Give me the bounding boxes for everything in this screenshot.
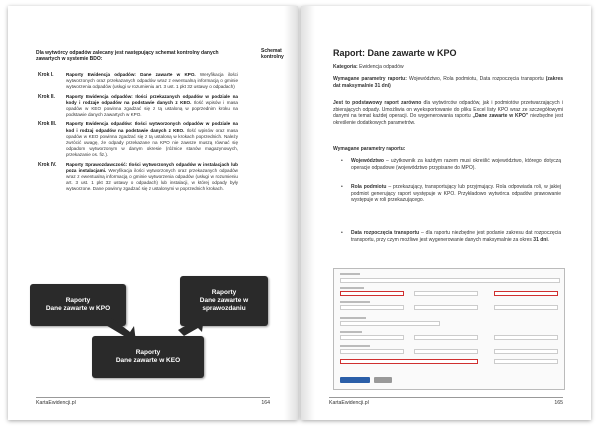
diagram-arrows (8, 6, 298, 420)
step-heading: Raporty Ewidencja odpadów: Dane zawarte w KPO. (66, 72, 196, 77)
right-page (301, 6, 591, 420)
report-form-screenshot (333, 268, 565, 390)
bullet-icon: • (341, 158, 343, 164)
cancel-button (374, 377, 392, 383)
voivodeship-field (340, 291, 404, 296)
params-heading: Wymagane parametry raportu: (333, 146, 406, 152)
page-number: 164 (261, 400, 270, 406)
side-heading: Schemat kontrolny (261, 48, 284, 60)
bullet-item: • Data rozpoczęcia transportu – dla raportu niezbędne jest podanie zakresu dat rozpoczęcia transportu, przy czym możliwe jest wygenerowanie danych maksymalnie za okres 31 dni. (341, 230, 561, 243)
intro-text: Dla wytwórcy odpadów zalecany jest następujący schemat kontrolny danych zawartych w systemie BDO: (36, 50, 219, 63)
bullet-icon: • (341, 184, 343, 190)
page-number: 165 (554, 400, 563, 406)
footer-brand: KartaEwidencji.pl (329, 400, 369, 406)
role-field (494, 291, 558, 296)
arrow-up-right-icon (178, 316, 204, 336)
step-body: Weryfikacja ilości wytworzonych oraz przekazanych odpadów wraz z ewentualną informacją o gminie wytworzenia odpadów (usługi w rozumieniu art. 3 ust. 1 pkt 32 ustawy o odpadach) (66, 72, 238, 90)
arrow-down-right-icon (104, 318, 136, 342)
params-line: Wymagane parametry raportu: Województwo, Rola podmiotu, Data rozpoczęcia transportu (zakres dat maksymalnie 31 dni) (333, 76, 563, 89)
step-body: Weryfikacja ilości wytworzonych oraz przekazanych odpadów wraz z ewentualną informacją o gminie wytworzenia odpadów (usługi w rozumieniu art. 3 ust. 1 pkt 32 ustawy o odpadach) lub instalacji, w której odpady były wytworzone. Dane powinny zgadzać się z ustalonymi w poprzednich krokach. (66, 167, 238, 192)
step-label: Krok I. (38, 72, 54, 78)
step-body: Ilość wpisów oraz masa opadów w KEO powinna zgadzać się z tą ustaloną w krokach poprzednich. Należy zwrócić uwagę, że odpady przekazane na KPO nie zawsze muszą równać się odpadom wytworzonym w danym okresie (różnice stanów magazynowych, przekazanie os. fiz.). (66, 127, 238, 158)
step-label: Krok III. (38, 121, 57, 128)
generate-button (340, 377, 370, 383)
bullet-icon: • (341, 230, 343, 236)
step-heading: Raporty Ewidencja odpadów: Ilości wytworzonych odpadów w podziale na kod i rodzaj odpadów na podstawie danych z KEO. (66, 121, 238, 133)
left-page (8, 6, 298, 420)
step-body: Ilość wpisów i masa opadów w KEO powinna zgadzać się z tą ustaloną w poprzednim kroku na podstawie danych zawartych w KPO. (66, 99, 238, 118)
category-line: Kategoria: Ewidencja odpadów (333, 64, 404, 70)
bullet-item: • Województwo – użytkownik za każdym razem musi określić województwo, którego dotyczą operacje odpadowe (województwo przypisane do MPO). (341, 158, 561, 171)
footer-brand: KartaEwidencji.pl (36, 400, 76, 406)
diagram-box-kpo: Raporty Dane zawarte w KPO (30, 284, 126, 326)
description: Jest to podstawowy raport zarówno dla wytwórców odpadów, jak i podmiotów przetwarzających i zbierających odpady. Umożliwia on wyeksportowanie do pliku Excel listy KPO wraz ze szczegółowymi danymi na temat każdej operacji. Do wygenerowania raportu „Dane zawarte w KPO” niezbędne jest określenie dodatkowych parametrów. (333, 100, 564, 126)
step-heading: Raporty Sprawozdawczość: Ilości wytworzonych odpadów w instalacjach lub poza instalacjami. (66, 161, 238, 173)
step-label: Krok II. (38, 93, 55, 100)
page-title: Raport: Dane zawarte w KPO (333, 48, 457, 58)
transport-date-field (340, 359, 478, 364)
bullet-item: • Rola podmiotu – przekazujący, transportujący lub przyjmujący. Rola odpowiada roli, w jakiej podmiot generujący raport występuje w KPO. Przykładowo wytwórca odpadów prawowanie występuje w roli przekazującego. (341, 184, 562, 204)
diagram-box-keo: Raporty Dane zawarte w KEO (92, 336, 204, 378)
step-heading: Raporty Ewidencja odpadów: Ilości przekazanych odpadów w podziale na kody i rodzaje odpadów na podstawie danych z KEO. (66, 93, 238, 105)
step-label: Krok IV. (38, 161, 57, 168)
diagram-box-sprawozdanie: Raporty Dane zawarte w sprawozdaniu (180, 276, 268, 326)
